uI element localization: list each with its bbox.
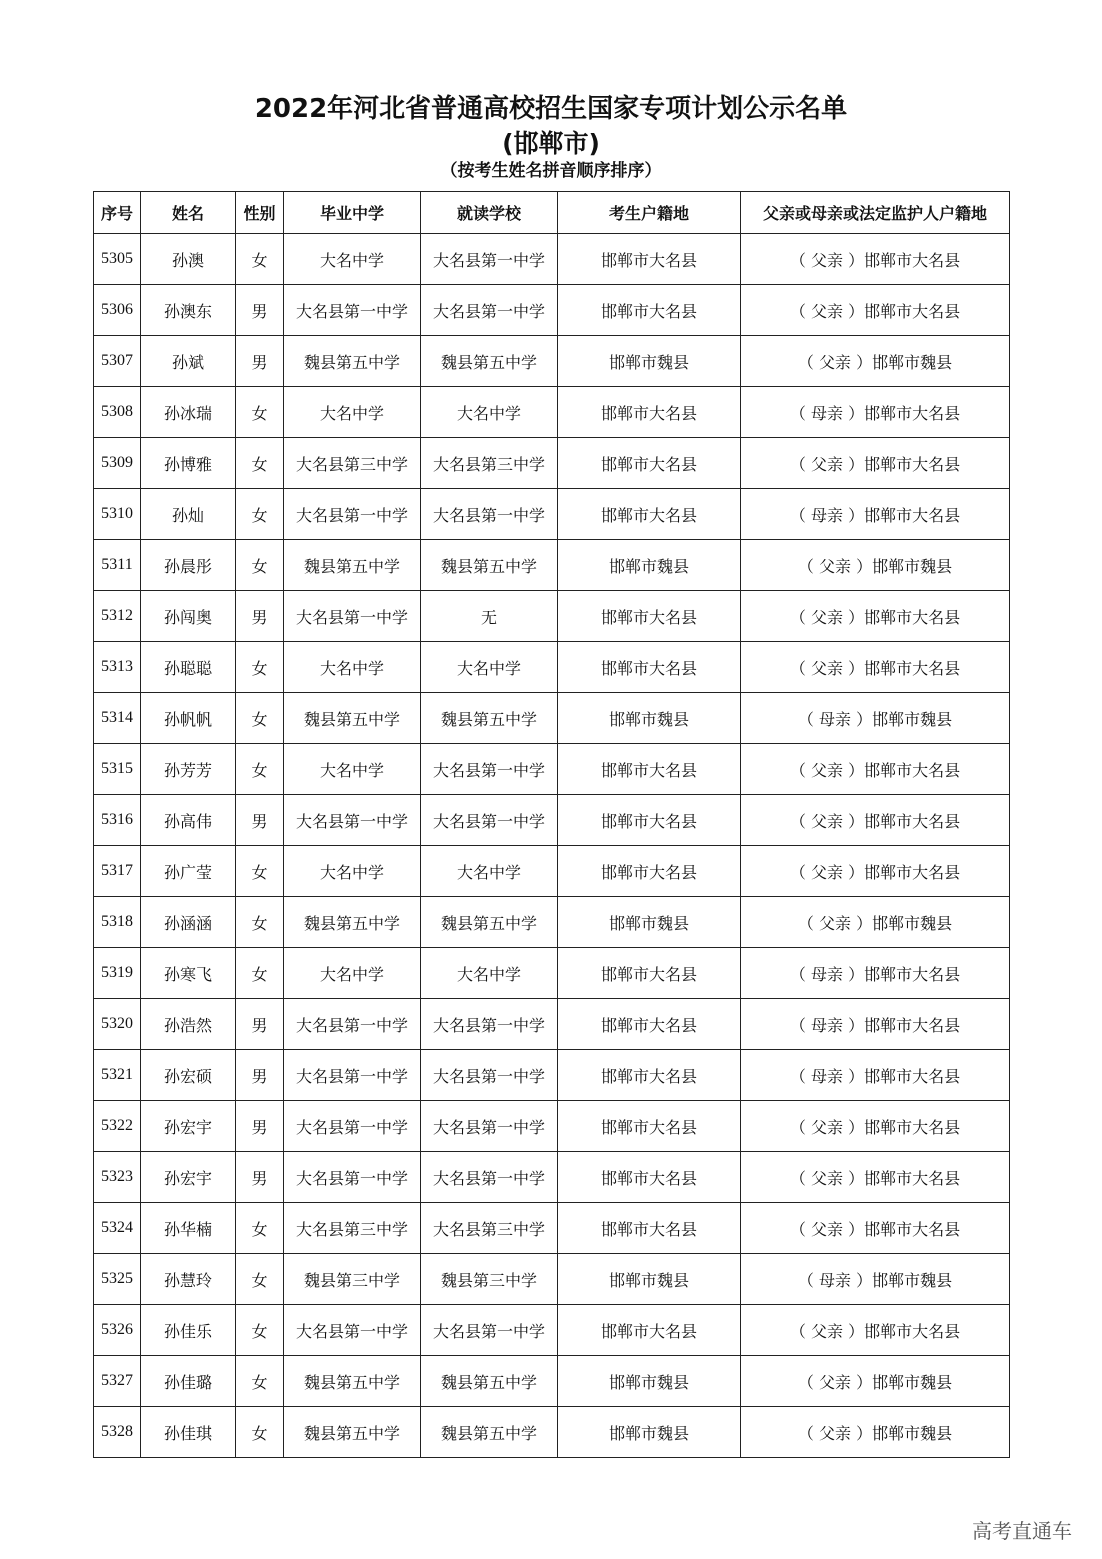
cell-household-registration: 邯郸市大名县 bbox=[558, 387, 741, 438]
cell-serial: 5321 bbox=[94, 1050, 141, 1101]
cell-gender: 女 bbox=[236, 1203, 284, 1254]
table-row bbox=[94, 1305, 1010, 1356]
cell-serial: 5306 bbox=[94, 285, 141, 336]
cell-graduated-school: 魏县第五中学 bbox=[284, 1356, 421, 1407]
cell-serial: 5317 bbox=[94, 846, 141, 897]
cell-current-school: 大名县第一中学 bbox=[421, 1050, 558, 1101]
column-header: 性别 bbox=[236, 192, 284, 234]
cell-gender: 男 bbox=[236, 999, 284, 1050]
cell-name: 孙冰瑞 bbox=[141, 387, 236, 438]
cell-household-registration: 邯郸市大名县 bbox=[558, 1152, 741, 1203]
cell-household-registration: 邯郸市魏县 bbox=[558, 540, 741, 591]
cell-household-registration: 邯郸市魏县 bbox=[558, 693, 741, 744]
table-header-row bbox=[94, 192, 1010, 234]
cell-name: 孙博雅 bbox=[141, 438, 236, 489]
cell-guardian-registration: （ 母亲 ）邯郸市大名县 bbox=[741, 999, 1010, 1050]
table-row bbox=[94, 1407, 1010, 1458]
cell-guardian-registration: （ 母亲 ）邯郸市大名县 bbox=[741, 489, 1010, 540]
cell-household-registration: 邯郸市魏县 bbox=[558, 1254, 741, 1305]
cell-household-registration: 邯郸市大名县 bbox=[558, 744, 741, 795]
cell-gender: 男 bbox=[236, 1152, 284, 1203]
cell-name: 孙慧玲 bbox=[141, 1254, 236, 1305]
cell-guardian-registration: （ 父亲 ）邯郸市魏县 bbox=[741, 1356, 1010, 1407]
cell-household-registration: 邯郸市大名县 bbox=[558, 948, 741, 999]
cell-current-school: 魏县第五中学 bbox=[421, 897, 558, 948]
cell-current-school: 大名县第一中学 bbox=[421, 999, 558, 1050]
cell-household-registration: 邯郸市大名县 bbox=[558, 1203, 741, 1254]
cell-guardian-registration: （ 父亲 ）邯郸市大名县 bbox=[741, 1305, 1010, 1356]
cell-household-registration: 邯郸市魏县 bbox=[558, 1356, 741, 1407]
cell-graduated-school: 魏县第五中学 bbox=[284, 1407, 421, 1458]
cell-name: 孙华楠 bbox=[141, 1203, 236, 1254]
page-title: 2022年河北省普通高校招生国家专项计划公示名单 bbox=[254, 94, 848, 124]
cell-current-school: 大名县第一中学 bbox=[421, 795, 558, 846]
cell-serial: 5308 bbox=[94, 387, 141, 438]
cell-serial: 5311 bbox=[94, 540, 141, 591]
cell-graduated-school: 大名中学 bbox=[284, 234, 421, 285]
cell-household-registration: 邯郸市大名县 bbox=[558, 591, 741, 642]
roster-table bbox=[93, 191, 1010, 1458]
cell-gender: 女 bbox=[236, 1305, 284, 1356]
cell-household-registration: 邯郸市大名县 bbox=[558, 846, 741, 897]
cell-serial: 5313 bbox=[94, 642, 141, 693]
table-row bbox=[94, 693, 1010, 744]
cell-current-school: 魏县第五中学 bbox=[421, 336, 558, 387]
cell-name: 孙聪聪 bbox=[141, 642, 236, 693]
cell-serial: 5312 bbox=[94, 591, 141, 642]
cell-serial: 5314 bbox=[94, 693, 141, 744]
cell-household-registration: 邯郸市大名县 bbox=[558, 1101, 741, 1152]
cell-gender: 女 bbox=[236, 387, 284, 438]
table-row bbox=[94, 795, 1010, 846]
cell-current-school: 大名县第三中学 bbox=[421, 1203, 558, 1254]
table-row bbox=[94, 1101, 1010, 1152]
table-row bbox=[94, 1152, 1010, 1203]
cell-guardian-registration: （ 母亲 ）邯郸市大名县 bbox=[741, 948, 1010, 999]
table-row bbox=[94, 234, 1010, 285]
cell-guardian-registration: （ 父亲 ）邯郸市大名县 bbox=[741, 438, 1010, 489]
cell-household-registration: 邯郸市大名县 bbox=[558, 795, 741, 846]
cell-graduated-school: 大名中学 bbox=[284, 642, 421, 693]
cell-gender: 女 bbox=[236, 948, 284, 999]
column-header: 毕业中学 bbox=[284, 192, 421, 234]
cell-guardian-registration: （ 母亲 ）邯郸市大名县 bbox=[741, 387, 1010, 438]
table-row bbox=[94, 744, 1010, 795]
table-row bbox=[94, 1050, 1010, 1101]
cell-name: 孙浩然 bbox=[141, 999, 236, 1050]
cell-name: 孙帆帆 bbox=[141, 693, 236, 744]
cell-serial: 5326 bbox=[94, 1305, 141, 1356]
cell-current-school: 魏县第五中学 bbox=[421, 1356, 558, 1407]
column-header: 父亲或母亲或法定监护人户籍地 bbox=[741, 192, 1010, 234]
cell-serial: 5319 bbox=[94, 948, 141, 999]
cell-current-school: 无 bbox=[421, 591, 558, 642]
cell-gender: 男 bbox=[236, 336, 284, 387]
cell-serial: 5323 bbox=[94, 1152, 141, 1203]
table-row bbox=[94, 540, 1010, 591]
cell-graduated-school: 大名县第一中学 bbox=[284, 489, 421, 540]
cell-graduated-school: 大名中学 bbox=[284, 846, 421, 897]
cell-gender: 男 bbox=[236, 1101, 284, 1152]
cell-current-school: 大名中学 bbox=[421, 642, 558, 693]
cell-graduated-school: 魏县第五中学 bbox=[284, 897, 421, 948]
cell-serial: 5328 bbox=[94, 1407, 141, 1458]
cell-name: 孙宏硕 bbox=[141, 1050, 236, 1101]
cell-guardian-registration: （ 父亲 ）邯郸市大名县 bbox=[741, 642, 1010, 693]
table-row bbox=[94, 336, 1010, 387]
cell-serial: 5320 bbox=[94, 999, 141, 1050]
cell-gender: 女 bbox=[236, 897, 284, 948]
cell-name: 孙宏宇 bbox=[141, 1101, 236, 1152]
cell-gender: 男 bbox=[236, 591, 284, 642]
cell-household-registration: 邯郸市大名县 bbox=[558, 1305, 741, 1356]
cell-current-school: 大名中学 bbox=[421, 948, 558, 999]
cell-name: 孙晨彤 bbox=[141, 540, 236, 591]
cell-guardian-registration: （ 父亲 ）邯郸市魏县 bbox=[741, 336, 1010, 387]
cell-graduated-school: 大名中学 bbox=[284, 387, 421, 438]
cell-graduated-school: 大名县第一中学 bbox=[284, 1152, 421, 1203]
cell-household-registration: 邯郸市大名县 bbox=[558, 285, 741, 336]
watermark: 高考直通车 bbox=[972, 1519, 1072, 1543]
cell-serial: 5315 bbox=[94, 744, 141, 795]
cell-gender: 女 bbox=[236, 438, 284, 489]
cell-serial: 5322 bbox=[94, 1101, 141, 1152]
cell-guardian-registration: （ 母亲 ）邯郸市大名县 bbox=[741, 1050, 1010, 1101]
cell-household-registration: 邯郸市大名县 bbox=[558, 1050, 741, 1101]
cell-graduated-school: 大名中学 bbox=[284, 744, 421, 795]
cell-household-registration: 邯郸市大名县 bbox=[558, 999, 741, 1050]
table-row bbox=[94, 642, 1010, 693]
cell-guardian-registration: （ 父亲 ）邯郸市大名县 bbox=[741, 591, 1010, 642]
cell-guardian-registration: （ 父亲 ）邯郸市魏县 bbox=[741, 1407, 1010, 1458]
cell-graduated-school: 大名县第三中学 bbox=[284, 438, 421, 489]
cell-graduated-school: 大名县第一中学 bbox=[284, 1050, 421, 1101]
cell-graduated-school: 大名县第一中学 bbox=[284, 795, 421, 846]
cell-serial: 5316 bbox=[94, 795, 141, 846]
table-row bbox=[94, 591, 1010, 642]
cell-gender: 女 bbox=[236, 693, 284, 744]
cell-graduated-school: 魏县第五中学 bbox=[284, 693, 421, 744]
table-row bbox=[94, 897, 1010, 948]
cell-serial: 5327 bbox=[94, 1356, 141, 1407]
table-row bbox=[94, 387, 1010, 438]
cell-gender: 男 bbox=[236, 285, 284, 336]
column-header: 就读学校 bbox=[421, 192, 558, 234]
cell-serial: 5325 bbox=[94, 1254, 141, 1305]
cell-guardian-registration: （ 父亲 ）邯郸市大名县 bbox=[741, 234, 1010, 285]
cell-guardian-registration: （ 父亲 ）邯郸市大名县 bbox=[741, 285, 1010, 336]
cell-serial: 5324 bbox=[94, 1203, 141, 1254]
cell-guardian-registration: （ 母亲 ）邯郸市魏县 bbox=[741, 693, 1010, 744]
cell-name: 孙涵涵 bbox=[141, 897, 236, 948]
cell-current-school: 大名县第一中学 bbox=[421, 1305, 558, 1356]
table-row bbox=[94, 999, 1010, 1050]
table-row bbox=[94, 846, 1010, 897]
cell-gender: 女 bbox=[236, 1407, 284, 1458]
table-row bbox=[94, 438, 1010, 489]
column-header: 姓名 bbox=[141, 192, 236, 234]
cell-household-registration: 邯郸市大名县 bbox=[558, 642, 741, 693]
cell-current-school: 大名县第一中学 bbox=[421, 744, 558, 795]
cell-graduated-school: 魏县第五中学 bbox=[284, 540, 421, 591]
cell-current-school: 魏县第五中学 bbox=[421, 693, 558, 744]
table-row bbox=[94, 489, 1010, 540]
cell-graduated-school: 大名县第一中学 bbox=[284, 1101, 421, 1152]
cell-graduated-school: 大名中学 bbox=[284, 948, 421, 999]
cell-current-school: 大名县第三中学 bbox=[421, 438, 558, 489]
column-header: 考生户籍地 bbox=[558, 192, 741, 234]
cell-current-school: 大名中学 bbox=[421, 387, 558, 438]
cell-gender: 女 bbox=[236, 1356, 284, 1407]
cell-graduated-school: 大名县第一中学 bbox=[284, 1305, 421, 1356]
cell-graduated-school: 大名县第三中学 bbox=[284, 1203, 421, 1254]
table-row bbox=[94, 285, 1010, 336]
cell-current-school: 魏县第五中学 bbox=[421, 1407, 558, 1458]
cell-name: 孙澳 bbox=[141, 234, 236, 285]
cell-name: 孙高伟 bbox=[141, 795, 236, 846]
cell-name: 孙佳璐 bbox=[141, 1356, 236, 1407]
cell-name: 孙闯奥 bbox=[141, 591, 236, 642]
cell-current-school: 大名县第一中学 bbox=[421, 234, 558, 285]
cell-household-registration: 邯郸市魏县 bbox=[558, 336, 741, 387]
cell-current-school: 大名中学 bbox=[421, 846, 558, 897]
cell-gender: 女 bbox=[236, 846, 284, 897]
cell-household-registration: 邯郸市魏县 bbox=[558, 1407, 741, 1458]
cell-current-school: 大名县第一中学 bbox=[421, 489, 558, 540]
cell-name: 孙佳琪 bbox=[141, 1407, 236, 1458]
cell-guardian-registration: （ 父亲 ）邯郸市大名县 bbox=[741, 1101, 1010, 1152]
cell-graduated-school: 大名县第一中学 bbox=[284, 591, 421, 642]
sort-note: （按考生姓名拼音顺序排序） bbox=[440, 161, 662, 181]
cell-gender: 女 bbox=[236, 540, 284, 591]
table-row bbox=[94, 1356, 1010, 1407]
cell-current-school: 魏县第三中学 bbox=[421, 1254, 558, 1305]
cell-gender: 女 bbox=[236, 642, 284, 693]
table-row bbox=[94, 948, 1010, 999]
cell-name: 孙宏宇 bbox=[141, 1152, 236, 1203]
cell-name: 孙斌 bbox=[141, 336, 236, 387]
cell-household-registration: 邯郸市大名县 bbox=[558, 234, 741, 285]
cell-guardian-registration: （ 父亲 ）邯郸市大名县 bbox=[741, 1152, 1010, 1203]
cell-name: 孙广莹 bbox=[141, 846, 236, 897]
cell-gender: 男 bbox=[236, 795, 284, 846]
cell-gender: 女 bbox=[236, 744, 284, 795]
cell-current-school: 大名县第一中学 bbox=[421, 1101, 558, 1152]
cell-graduated-school: 魏县第五中学 bbox=[284, 336, 421, 387]
cell-household-registration: 邯郸市大名县 bbox=[558, 489, 741, 540]
cell-gender: 女 bbox=[236, 489, 284, 540]
cell-graduated-school: 魏县第三中学 bbox=[284, 1254, 421, 1305]
cell-name: 孙澳东 bbox=[141, 285, 236, 336]
cell-current-school: 大名县第一中学 bbox=[421, 285, 558, 336]
cell-guardian-registration: （ 父亲 ）邯郸市魏县 bbox=[741, 897, 1010, 948]
cell-guardian-registration: （ 母亲 ）邯郸市魏县 bbox=[741, 1254, 1010, 1305]
cell-name: 孙寒飞 bbox=[141, 948, 236, 999]
table-row bbox=[94, 1203, 1010, 1254]
cell-serial: 5318 bbox=[94, 897, 141, 948]
cell-household-registration: 邯郸市魏县 bbox=[558, 897, 741, 948]
cell-gender: 女 bbox=[236, 1254, 284, 1305]
cell-guardian-registration: （ 父亲 ）邯郸市大名县 bbox=[741, 744, 1010, 795]
cell-graduated-school: 大名县第一中学 bbox=[284, 999, 421, 1050]
cell-graduated-school: 大名县第一中学 bbox=[284, 285, 421, 336]
cell-guardian-registration: （ 父亲 ）邯郸市魏县 bbox=[741, 540, 1010, 591]
cell-current-school: 大名县第一中学 bbox=[421, 1152, 558, 1203]
cell-serial: 5305 bbox=[94, 234, 141, 285]
cell-gender: 男 bbox=[236, 1050, 284, 1101]
cell-current-school: 魏县第五中学 bbox=[421, 540, 558, 591]
cell-name: 孙灿 bbox=[141, 489, 236, 540]
cell-name: 孙佳乐 bbox=[141, 1305, 236, 1356]
cell-guardian-registration: （ 父亲 ）邯郸市大名县 bbox=[741, 795, 1010, 846]
cell-serial: 5309 bbox=[94, 438, 141, 489]
cell-name: 孙芳芳 bbox=[141, 744, 236, 795]
column-header: 序号 bbox=[94, 192, 141, 234]
page-subtitle: (邯郸市) bbox=[502, 129, 600, 158]
cell-gender: 女 bbox=[236, 234, 284, 285]
cell-guardian-registration: （ 父亲 ）邯郸市大名县 bbox=[741, 846, 1010, 897]
table-row bbox=[94, 1254, 1010, 1305]
cell-serial: 5307 bbox=[94, 336, 141, 387]
cell-serial: 5310 bbox=[94, 489, 141, 540]
cell-household-registration: 邯郸市大名县 bbox=[558, 438, 741, 489]
cell-guardian-registration: （ 父亲 ）邯郸市大名县 bbox=[741, 1203, 1010, 1254]
